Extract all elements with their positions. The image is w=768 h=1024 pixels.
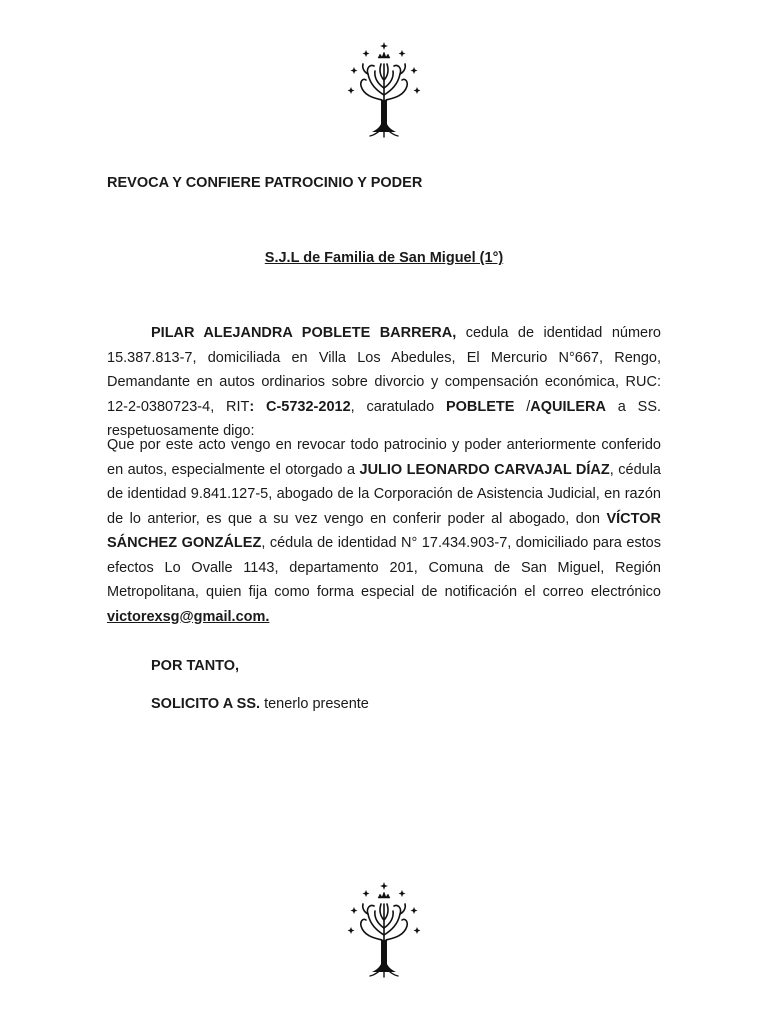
document-title: REVOCA Y CONFIERE PATROCINIO Y PODER (107, 175, 423, 191)
email-link[interactable]: victorexsg@gmail.com. (107, 608, 270, 625)
por-tanto: POR TANTO, (151, 658, 240, 674)
petitioner-details: cedula de identidad número 15.387.813-7, domiciliada en Villa Los Abedules, El Mercurio N°667, Rengo, Demandante en autos ordinarios sobre divorcio y compensación económica, RUC: 12-2-0380723-4, RIT (107, 325, 661, 415)
revoked-attorney-name: JULIO LEONARDO CARVAJAL DÍAZ (359, 461, 610, 478)
court-name: S.J.L de Familia de San Miguel (1°) (264, 250, 504, 266)
solicito-label: SOLICITO A SS. (151, 696, 261, 712)
court-heading (0, 250, 768, 266)
party-1: POBLETE (445, 398, 515, 415)
party-2: AQUILERA (530, 398, 607, 415)
rit-number: : C-5732-2012 (249, 398, 351, 415)
solicito-line (151, 696, 369, 712)
solicito-text: tenerlo presente (260, 696, 369, 712)
paragraph-revocation: Que por este acto vengo en revocar todo patrocinio y poder anteriormente conferido en autos, especialmente el otorgado a JULIO LEONARDO CARVAJAL DÍAZ, cédula de identidad 9.841.127-5, abogado de la Corporación de Asistencia Judicial, en razón de lo anterior, es que a su vez vengo en conferir poder al abogado, don VÍCTOR SÁNCHEZ GONZÁLEZ, cédula de identidad N° 17.434.903-7, domiciliado para estos efectos Lo Ovalle 1143, departamento 201, Comuna de San Miguel, Región Metropolitana, quien fija como forma especial de notificación el correo electrónico victorexsg@gmail.com. (107, 437, 661, 625)
petitioner-name: PILAR ALEJANDRA POBLETE BARRERA, (151, 325, 457, 341)
paragraph-petitioner: PILAR ALEJANDRA POBLETE BARRERA, cedula de identidad número 15.387.813-7, domiciliada en Villa Los Abedules, El Mercurio N°667, Rengo, Demandante en autos ordinarios sobre divorcio y compensación económica, RUC: 12-2-0380723-4, RIT: C-5732-2012, caratulado POBLETE /AQUILERA a SS. respetuosamente digo: (107, 325, 662, 439)
white-tree-emblem-icon (344, 880, 424, 980)
new-attorney-name: VÍCTOR SÁNCHEZ GONZÁLEZ (107, 510, 661, 551)
white-tree-emblem-icon (344, 40, 424, 140)
